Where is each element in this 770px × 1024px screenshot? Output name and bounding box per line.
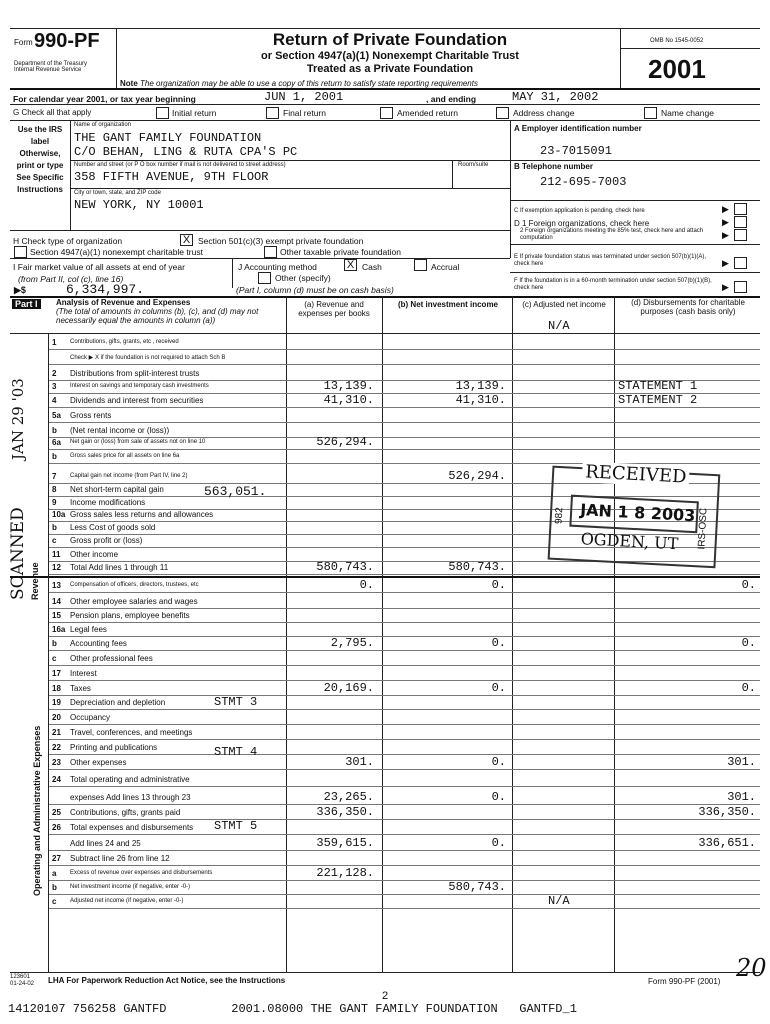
row-col-a: 221,128. <box>316 866 374 880</box>
dept-irs: Internal Revenue Service <box>14 67 82 73</box>
phone-label: B Telephone number <box>514 162 593 171</box>
omb-number: OMB No 1545-0052 <box>650 38 704 44</box>
i-label: I Fair market value of all assets at end of year <box>13 262 185 272</box>
cash-label: Cash <box>362 262 382 272</box>
col-c-na: N/A <box>548 319 570 333</box>
row-rule <box>48 449 760 450</box>
top-rule <box>10 28 760 29</box>
row-number: 26 <box>52 823 61 832</box>
revenue-side-label: Revenue <box>30 562 40 600</box>
name-change-checkbox[interactable] <box>644 107 657 119</box>
row-number: a <box>52 869 57 878</box>
stmt3-ref: STMT 3 <box>214 695 258 709</box>
row-number: c <box>52 897 57 906</box>
row-col-b: 0. <box>491 578 506 592</box>
row-label: Pension plans, employee benefits <box>70 611 190 620</box>
org-name-1: THE GANT FAMILY FOUNDATION <box>74 131 262 145</box>
row-label: Other professional fees <box>70 654 153 663</box>
footer-code: 123601 01-24-02 <box>10 974 35 987</box>
h-label: H Check type of organization <box>13 236 123 246</box>
scanned-stamp: SCANNED <box>8 507 28 600</box>
row-col-b: 0. <box>491 836 506 850</box>
row-col-d: STATEMENT 2 <box>618 393 698 407</box>
org-name-2: C/O BEHAN, LING & RUTA CPA'S PC <box>74 145 298 159</box>
row-number: 21 <box>52 728 61 737</box>
row-number: b <box>52 639 57 648</box>
foreign-org-checkbox[interactable] <box>734 216 747 228</box>
row-col-a: 359,615. <box>316 836 374 850</box>
address-change-label: Address change <box>513 108 575 118</box>
col-a-header: (a) Revenue and expenses per books <box>298 300 370 318</box>
e-label: E If private foundation status was terminated under section 507(b)(1)(A), check here <box>514 254 707 267</box>
phone-value: 212-695-7003 <box>540 175 627 189</box>
received-stamp <box>547 458 722 575</box>
row-col-a: 2,795. <box>330 636 374 650</box>
row-col-a: 20,169. <box>323 681 374 695</box>
row-label: Distributions from split-interest trusts <box>70 369 200 378</box>
row-label: Compensation of officers, directors, trustees, etc <box>70 582 199 588</box>
d2-label: 2 Foreign organizations meeting the 85% test, check here and attach computation <box>520 228 704 241</box>
row-number: 14 <box>52 597 61 606</box>
row-col-b: 580,743. <box>448 560 506 574</box>
handwritten-number: 20 <box>736 954 767 982</box>
row-number: 22 <box>52 743 61 752</box>
i-from: (from Part II, col (c), line 16) <box>18 274 124 284</box>
period-begin: JUN 1, 2001 <box>264 90 344 104</box>
stamp-date: JAN 1 8 2003 <box>579 500 696 526</box>
row-col-d: 0. <box>741 636 756 650</box>
4947-checkbox[interactable] <box>14 246 27 258</box>
row-label: Gross rents <box>70 411 112 420</box>
row-label: Capital gain net income (from Part IV, line 2) <box>70 473 188 479</box>
col-b-header: (b) Net investment income <box>397 300 498 309</box>
row-number: 13 <box>52 581 61 590</box>
row-label: Contributions, gifts, grants paid <box>70 808 181 817</box>
form-subtitle-1: or Section 4947(a)(1) Nonexempt Charitable Trust <box>261 50 519 62</box>
row-col-a: 526,294. <box>316 435 374 449</box>
row-col-d: 301. <box>727 790 756 804</box>
row-col-d: 336,651. <box>698 836 756 850</box>
h-opt1-label: Section 501(c)(3) exempt private foundation <box>198 236 364 246</box>
row-rule <box>48 437 760 438</box>
row-col-d: 0. <box>741 578 756 592</box>
row-number: 6a <box>52 438 61 447</box>
name-change-label: Name change <box>661 108 714 118</box>
row-number: 11 <box>52 550 61 559</box>
terminated-checkbox[interactable] <box>734 257 747 269</box>
row-label: Other expenses <box>70 758 127 767</box>
city-state-zip: NEW YORK, NY 10001 <box>74 198 204 212</box>
foreign-85-checkbox[interactable] <box>734 229 747 241</box>
row-label: Taxes <box>70 684 91 693</box>
form-subtitle-2: Treated as a Private Foundation <box>306 63 474 75</box>
f-label: F If the foundation is in a 60-month termination under section 507(b)(1)(B), check here <box>514 278 712 291</box>
arrow-icon: ▶ <box>722 230 729 240</box>
row-number: b <box>52 523 57 532</box>
revenue-expense-divider <box>10 576 760 578</box>
row-rule <box>48 650 760 651</box>
row-number: b <box>52 883 57 892</box>
row-number: 9 <box>52 498 57 507</box>
row-number: c <box>52 536 57 545</box>
arrow-icon: ▶ <box>722 282 729 292</box>
footer-lha: LHA For Paperwork Reduction Act Notice, see the Instructions <box>48 976 286 985</box>
h-opt2-label: Section 4947(a)(1) nonexempt charitable trust <box>30 247 203 257</box>
form-prefix: Form <box>14 38 33 47</box>
row-col-a: 336,350. <box>316 805 374 819</box>
row-col-b: 526,294. <box>448 469 506 483</box>
row-col-d: 0. <box>741 681 756 695</box>
row-number-divider <box>48 333 49 972</box>
form-title: Return of Private Foundation <box>272 30 508 49</box>
form-number: 990-PF <box>34 30 100 52</box>
page-number: 2 <box>382 990 389 1002</box>
row-label: Printing and publications <box>70 743 158 752</box>
row-label: Accounting fees <box>70 639 127 648</box>
row-col-b: 41,310. <box>455 393 506 407</box>
row-label: Gross sales price for all assets on line 6a <box>70 453 180 459</box>
row-col-c: N/A <box>548 894 570 908</box>
row-rule <box>48 349 760 350</box>
row-col-d: 301. <box>727 755 756 769</box>
part-title: Analysis of Revenue and Expenses <box>56 298 191 307</box>
row-number: 20 <box>52 713 61 722</box>
row-label: Interest on savings and temporary cash investments <box>70 383 209 389</box>
other-method-checkbox[interactable] <box>258 272 271 284</box>
row-label: Total Add lines 1 through 11 <box>70 563 169 572</box>
row-number: 25 <box>52 808 61 817</box>
address-change-checkbox[interactable] <box>496 107 509 119</box>
arrow-icon: ▶ <box>722 258 729 268</box>
room-label: Room/suite <box>458 162 489 168</box>
row-col-a: 301. <box>345 755 374 769</box>
row-number: 12 <box>52 563 61 572</box>
row-rule <box>48 422 760 423</box>
part-label: Part I <box>12 299 41 309</box>
row-number: 2 <box>52 369 57 378</box>
row-col-b: 0. <box>491 755 506 769</box>
row-number: 8 <box>52 485 57 494</box>
row-col-b: 0. <box>491 790 506 804</box>
row-rule <box>48 786 760 787</box>
street-address: 358 FIFTH AVENUE, 9TH FLOOR <box>74 170 269 184</box>
row-col-d: 336,350. <box>698 805 756 819</box>
row-number: b <box>52 426 57 435</box>
row-rule <box>48 769 760 770</box>
row-number: 23 <box>52 758 61 767</box>
exemption-pending-checkbox[interactable] <box>734 203 747 215</box>
part-desc: (The total of amounts in columns (b), (c), and (d) may not necessarily equal the amounts in column (a)) <box>56 307 259 325</box>
row-number: 18 <box>52 684 61 693</box>
cash-checkbox[interactable]: X <box>344 259 357 271</box>
d1-label: D 1 Foreign organizations, check here <box>514 219 650 228</box>
row-rule <box>48 608 760 609</box>
arrow-icon: ▶ <box>722 204 729 214</box>
row-rule <box>48 724 760 725</box>
row-rule <box>48 709 760 710</box>
row-col-a: 23,265. <box>323 790 374 804</box>
row-label: Add lines 24 and 25 <box>70 839 141 848</box>
row-number: 3 <box>52 382 57 391</box>
row-label: expenses Add lines 13 through 23 <box>70 793 191 802</box>
fmv-value: 6,334,997. <box>66 282 145 297</box>
g-label: G Check all that apply <box>13 108 92 117</box>
period-label: For calendar year 2001, or tax year beginning <box>13 94 196 104</box>
row-label: Contributions, gifts, grants, etc , received <box>70 339 179 345</box>
row-label: Income modifications <box>70 498 146 507</box>
row-rule <box>48 407 760 408</box>
stamp-side-left: 982 <box>553 507 566 525</box>
row-label: Other employee salaries and wages <box>70 597 198 606</box>
irs-label-instructions: Use the IRS label Otherwise, print or type See Specific Instructions <box>16 125 64 194</box>
row-number: 7 <box>52 472 57 481</box>
row-col-b: 13,139. <box>455 379 506 393</box>
expenses-side-label: Operating and Administrative Expenses <box>32 725 42 896</box>
row-rule <box>48 739 760 740</box>
row-rule <box>48 908 760 909</box>
501c3-checkbox[interactable]: X <box>180 234 193 246</box>
row-number: 15 <box>52 611 61 620</box>
c-label: C If exemption application is pending, check here <box>514 208 645 214</box>
i-dollar: ▶$ <box>14 285 26 295</box>
scanned-date: JAN 29 '03 <box>9 378 27 460</box>
final-return-checkbox[interactable] <box>266 107 279 119</box>
stamp-place: OGDEN, UT <box>580 529 679 554</box>
row-label: Dividends and interest from securities <box>70 396 204 405</box>
col-c-header: (c) Adjusted net income <box>522 300 606 309</box>
row-number: 17 <box>52 669 61 678</box>
sixty-month-checkbox[interactable] <box>734 281 747 293</box>
row-rule <box>48 622 760 623</box>
row-label: Other income <box>70 550 119 559</box>
row-rule <box>48 819 760 820</box>
other-taxable-checkbox[interactable] <box>264 246 277 258</box>
row-label: Depreciation and depletion <box>70 698 166 707</box>
amended-return-checkbox[interactable] <box>380 107 393 119</box>
stamp-received: RECEIVED <box>582 461 690 488</box>
row-label: Gross profit or (loss) <box>70 536 143 545</box>
arrow-icon: ▶ <box>722 217 729 227</box>
city-label: City or town, state, and ZIP code <box>74 190 161 196</box>
stmt4-ref: STMT 4 <box>214 745 258 759</box>
dept-treasury: Department of the Treasury <box>14 61 88 67</box>
row-label: Travel, conferences, and meetings <box>70 728 193 737</box>
row-col-a: 0. <box>359 578 374 592</box>
row-label: Total operating and administrative <box>70 775 190 784</box>
org-name-label: Name of organization <box>74 122 132 128</box>
row-col-d: STATEMENT 1 <box>618 379 698 393</box>
row-number: 19 <box>52 698 61 707</box>
row-label: (Net rental income or (loss)) <box>70 426 170 435</box>
row-number: 24 <box>52 775 61 784</box>
note-label: Note <box>120 79 138 88</box>
row-label: Total expenses and disbursements <box>70 823 194 832</box>
row-rule <box>48 695 760 696</box>
other-method-label: Other (specify) <box>275 273 331 283</box>
row-label: Less Cost of goods sold <box>70 523 156 532</box>
row-label: Gross sales less returns and allowances <box>70 510 214 519</box>
row-label: Net short-term capital gain <box>70 485 164 494</box>
row-label: Adjusted net income (if negative, enter -0-) <box>70 898 184 904</box>
part-note: (Part I, column (d) must be on cash basis) <box>236 285 394 295</box>
row-rule <box>48 364 760 365</box>
row-number: 10a <box>52 510 66 519</box>
col-d-header: (d) Disbursements for charitable purposes (cash basis only) <box>631 298 745 316</box>
ein-label: A Employer identification number <box>514 124 642 133</box>
row-label: Excess of revenue over expenses and disbursements <box>70 870 213 876</box>
j-label: J Accounting method <box>238 262 317 272</box>
stmt5-ref: STMT 5 <box>214 819 258 833</box>
row-number: 27 <box>52 854 61 863</box>
row-number: 16a <box>52 625 66 634</box>
row-label: Interest <box>70 669 97 678</box>
row-rule <box>48 665 760 666</box>
row-col-b: 580,743. <box>448 880 506 894</box>
row-col-a: 580,743. <box>316 560 374 574</box>
footer-id-line: 14120107 756258 GANTFD 2001.08000 THE GANT FAMILY FOUNDATION GANTFD_1 <box>8 1002 577 1016</box>
row-rule <box>48 865 760 866</box>
accrual-label: Accrual <box>431 262 460 272</box>
final-return-label: Final return <box>283 108 326 118</box>
note-text: The organization may be able to use a copy of this return to satisfy state reporting requirements <box>140 79 478 88</box>
initial-return-label: Initial return <box>172 108 217 118</box>
row-col-b: 0. <box>491 681 506 695</box>
row-col-b: 0. <box>491 636 506 650</box>
row-col-a: 41,310. <box>323 393 374 407</box>
row-rule <box>48 834 760 835</box>
period-end: MAY 31, 2002 <box>512 90 599 104</box>
row-label: Occupancy <box>70 713 111 722</box>
row-number: 4 <box>52 396 57 405</box>
row-number: b <box>52 452 57 461</box>
row-label: Net gain or (loss) from sale of assets not on line 10 <box>70 439 206 445</box>
row-number: 5a <box>52 411 61 420</box>
row-rule <box>48 592 760 593</box>
row-rule <box>48 574 760 575</box>
row-rule <box>48 894 760 895</box>
street-label: Number and street (or P O box number if mail is not delivered to street address) <box>74 162 286 168</box>
row-label: Subtract line 26 from line 12 <box>70 854 170 863</box>
row-label: Net investment income (if negative, enter -0-) <box>70 884 191 890</box>
row-number: 1 <box>52 338 57 347</box>
row-label: Check ▶ X if the foundation is not required to attach Sch B <box>70 355 226 361</box>
period-end-label: , and ending <box>426 94 477 104</box>
row-col-a: 13,139. <box>323 379 374 393</box>
accrual-checkbox[interactable] <box>414 259 427 271</box>
tax-year: 2001 <box>648 54 706 84</box>
gross-sales-value: 563,051. <box>204 484 267 499</box>
stamp-side-right: IRS-OSC <box>696 507 710 550</box>
h-opt3-label: Other taxable private foundation <box>280 247 401 257</box>
ein-value: 23-7015091 <box>540 144 613 158</box>
footer-form: Form 990-PF (2001) <box>648 977 721 986</box>
row-label: Legal fees <box>70 625 107 634</box>
initial-return-checkbox[interactable] <box>156 107 169 119</box>
row-rule <box>48 850 760 851</box>
row-number: c <box>52 654 57 663</box>
amended-return-label: Amended return <box>397 108 458 118</box>
